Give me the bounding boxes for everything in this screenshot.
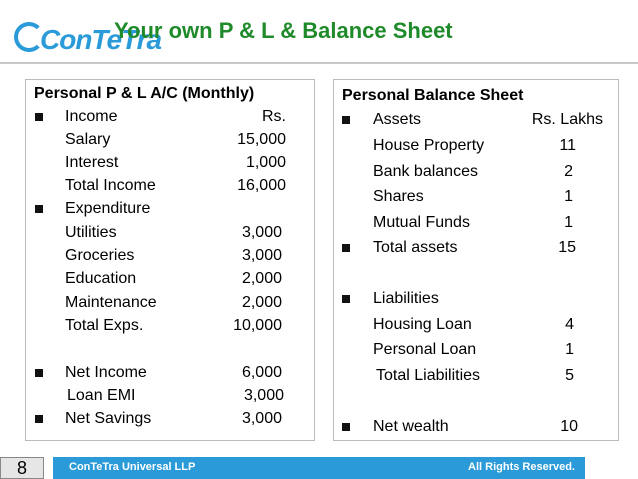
total-income-value: 16,000 [237,177,286,194]
income-unit: Rs. [262,108,286,125]
bullet-icon [35,113,43,121]
bs-panel [333,79,619,441]
net-income-value: 6,000 [241,364,282,381]
house-label: House Property [373,137,485,154]
total-liab-label: Total Liabilities [376,367,481,384]
liabilities-label: Liabilities [373,290,439,307]
interest-label: Interest [65,154,119,171]
maintenance-value: 2,000 [241,294,282,311]
net-wealth-label: Net wealth [373,418,449,435]
footer-company: ConTeTra Universal LLP [69,461,196,473]
title-divider [0,62,638,64]
pl-panel [25,79,315,441]
utilities-label: Utilities [65,224,117,241]
shares-value: 1 [564,188,573,205]
total-income-label: Total Income [65,177,156,194]
house-value: 11 [559,137,576,154]
net-savings-label: Net Savings [65,410,152,427]
net-income-label: Net Income [65,364,147,381]
logo-text: ConTeTra [40,24,162,55]
maintenance-label: Maintenance [65,294,157,311]
net-savings-value: 3,000 [241,410,282,427]
slide-title: Your own P & L & Balance Sheet [114,18,453,43]
assets-label: Assets [373,111,422,128]
total-liab-value: 5 [565,367,574,384]
total-assets-label: Total assets [373,239,458,256]
total-exps-value: 10,000 [233,317,282,334]
loan-emi-label: Loan EMI [67,387,136,404]
bullet-icon [342,423,350,431]
pl-heading: Personal P & L A/C (Monthly) [34,85,255,102]
mf-label: Mutual Funds [373,214,470,231]
mf-value: 1 [564,214,573,231]
bs-heading: Personal Balance Sheet [342,87,524,104]
salary-value: 15,000 [237,131,286,148]
bullet-icon [342,244,350,252]
salary-label: Salary [65,131,111,148]
loan-emi-value: 3,000 [243,387,284,404]
housing-loan-value: 4 [565,316,574,333]
education-label: Education [65,270,137,287]
bullet-icon [35,205,43,213]
page-number: 8 [0,457,44,479]
shares-label: Shares [373,188,424,205]
bank-value: 2 [564,163,573,180]
assets-unit: Rs. Lakhs [531,111,603,128]
utilities-value: 3,000 [241,224,282,241]
bullet-icon [35,415,43,423]
total-exps-label: Total Exps. [65,317,144,334]
education-value: 2,000 [241,270,282,287]
personal-loan-label: Personal Loan [373,341,477,358]
housing-loan-label: Housing Loan [373,316,472,333]
bullet-icon [35,369,43,377]
groceries-label: Groceries [65,247,135,264]
footer-rights: All Rights Reserved. [468,461,575,473]
interest-value: 1,000 [245,154,286,171]
bullet-icon [342,295,350,303]
net-wealth-value: 10 [560,418,578,435]
groceries-value: 3,000 [241,247,282,264]
income-label: Income [65,108,118,125]
bullet-icon [342,116,350,124]
personal-loan-value: 1 [565,341,574,358]
footer-bar [53,457,585,479]
total-assets-value: 15 [558,239,576,256]
expenditure-label: Expenditure [65,200,151,217]
bank-label: Bank balances [373,163,478,180]
